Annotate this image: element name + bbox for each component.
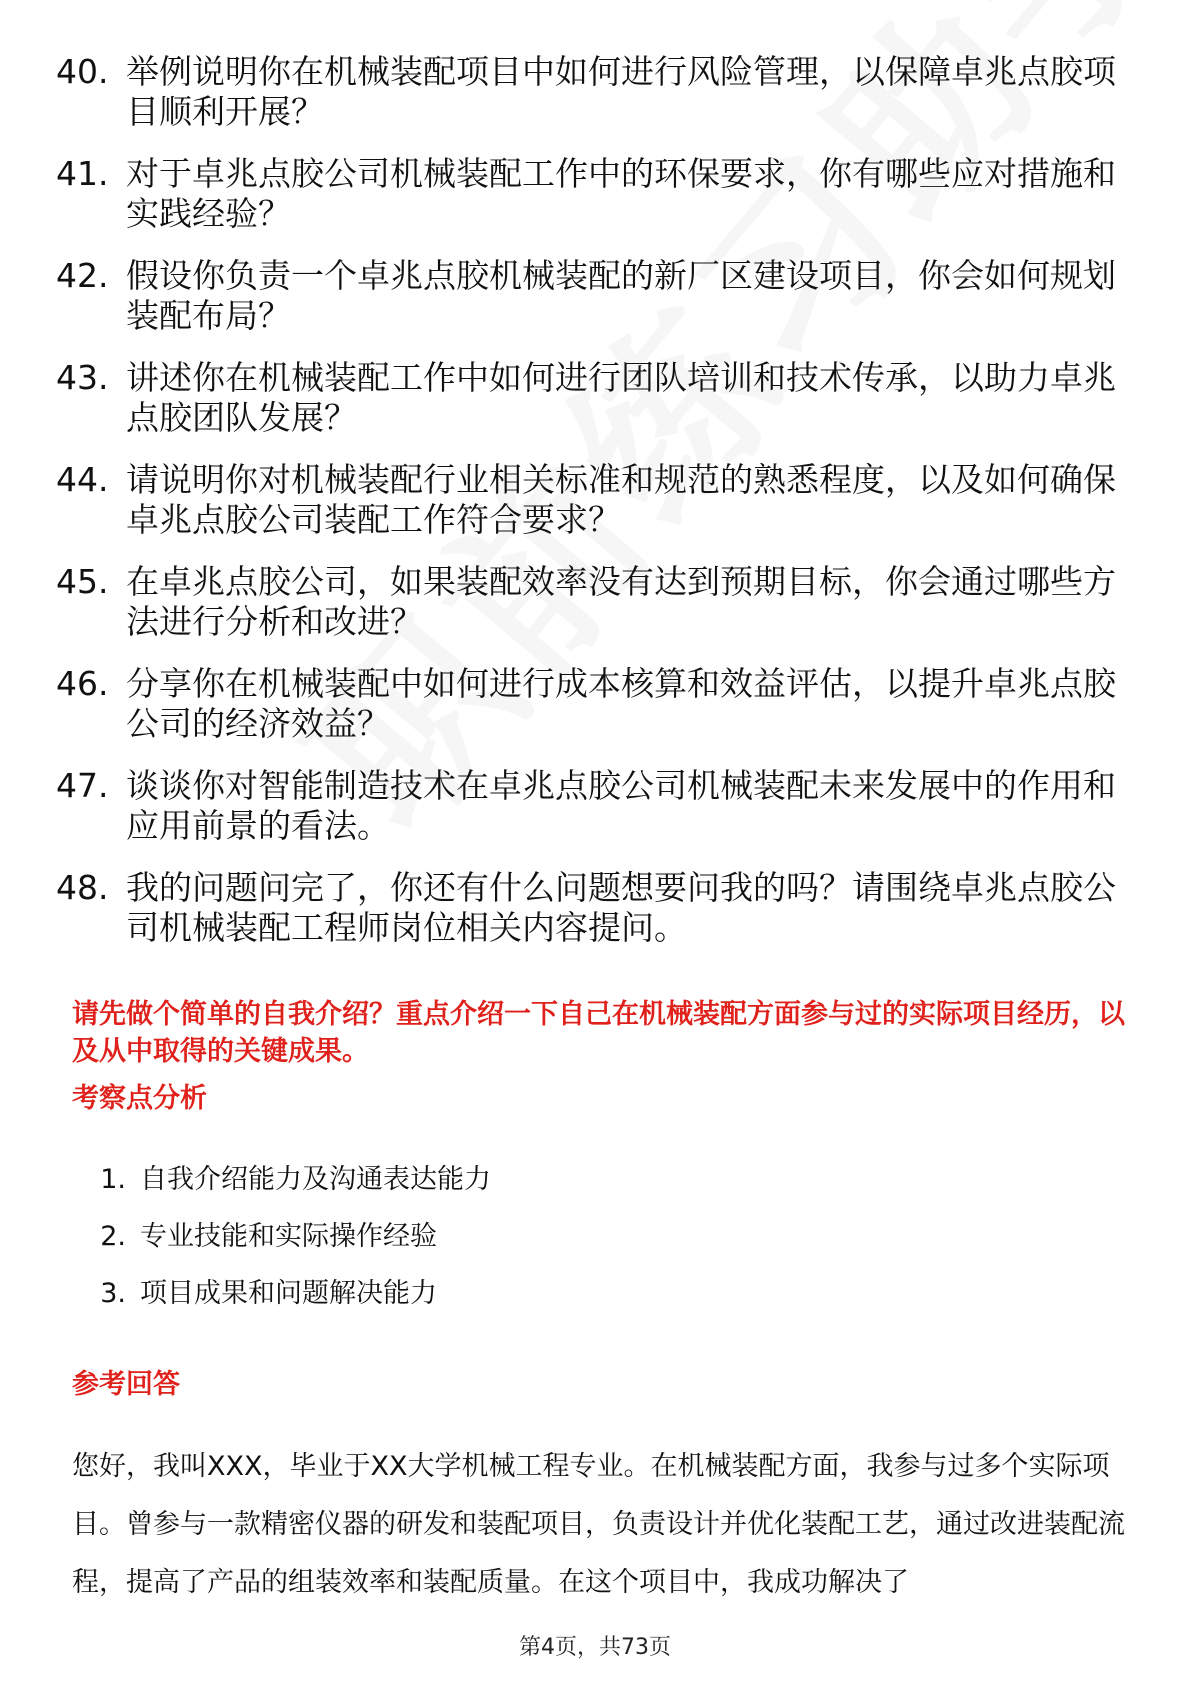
question-number: 48. — [56, 868, 109, 907]
question-number: 45. — [56, 562, 109, 601]
analysis-list — [72, 1160, 1112, 1331]
analysis-text: 自我介绍能力及沟通表达能力 — [140, 1164, 491, 1195]
question-text: 请说明你对机械装配行业相关标准和规范的熟悉程度，以及如何确保卓兆点胶公司装配工作符合要求？ — [126, 460, 1116, 539]
answer-heading: 参考回答 — [72, 1369, 180, 1400]
question-number: 42. — [56, 256, 109, 295]
question-number: 43. — [56, 358, 109, 397]
question-item — [56, 52, 1136, 132]
analysis-heading: 考察点分析 — [72, 1083, 207, 1114]
question-text: 在卓兆点胶公司，如果装配效率没有达到预期目标，你会通过哪些方法进行分析和改进？ — [126, 562, 1116, 641]
analysis-number: 3. — [100, 1278, 126, 1309]
question-item — [56, 358, 1136, 438]
question-text: 举例说明你在机械装配项目中如何进行风险管理，以保障卓兆点胶项目顺利开展？ — [126, 52, 1116, 131]
analysis-text: 专业技能和实际操作经验 — [140, 1221, 437, 1252]
question-item — [56, 154, 1136, 234]
question-item — [56, 766, 1136, 846]
question-item — [56, 868, 1136, 948]
question-item — [56, 664, 1136, 744]
analysis-item — [72, 1160, 1112, 1200]
answer-paragraph: 您好，我叫XXX，毕业于XX大学机械工程专业。在机械装配方面，我参与过多个实际项目。曾参与一款精密仪器的研发和装配项目，负责设计并优化装配工艺，通过改进装配流程，提高了产品的组装效率和装配质量。在这个项目中，我成功解决了 — [72, 1451, 1125, 1598]
highlighted-question: 请先做个简单的自我介绍？重点介绍一下自己在机械装配方面参与过的实际项目经历，以及从中取得的关键成果。 — [72, 999, 1125, 1067]
question-list — [56, 52, 1136, 970]
question-number: 44. — [56, 460, 109, 499]
question-text: 假设你负责一个卓兆点胶机械装配的新厂区建设项目，你会如何规划装配布局？ — [126, 256, 1116, 335]
question-text: 谈谈你对智能制造技术在卓兆点胶公司机械装配未来发展中的作用和应用前景的看法。 — [126, 766, 1116, 845]
question-number: 47. — [56, 766, 109, 805]
page-footer: 第4页，共73页 — [519, 1635, 671, 1660]
analysis-item — [72, 1274, 1112, 1314]
question-text: 分享你在机械装配中如何进行成本核算和效益评估，以提升卓兆点胶公司的经济效益？ — [126, 664, 1116, 743]
question-number: 46. — [56, 664, 109, 703]
analysis-number: 1. — [100, 1164, 126, 1195]
question-item — [56, 562, 1136, 642]
analysis-text: 项目成果和问题解决能力 — [140, 1278, 437, 1309]
question-text: 讲述你在机械装配工作中如何进行团队培训和技术传承，以助力卓兆点胶团队发展？ — [126, 358, 1116, 437]
question-text: 对于卓兆点胶公司机械装配工作中的环保要求，你有哪些应对措施和实践经验？ — [126, 154, 1116, 233]
question-number: 40. — [56, 52, 109, 91]
question-item — [56, 460, 1136, 540]
analysis-number: 2. — [100, 1221, 126, 1252]
question-number: 41. — [56, 154, 109, 193]
question-item — [56, 256, 1136, 336]
analysis-item — [72, 1217, 1112, 1257]
question-text: 我的问题问完了，你还有什么问题想要问我的吗？请围绕卓兆点胶公司机械装配工程师岗位相关内容提问。 — [126, 868, 1116, 947]
